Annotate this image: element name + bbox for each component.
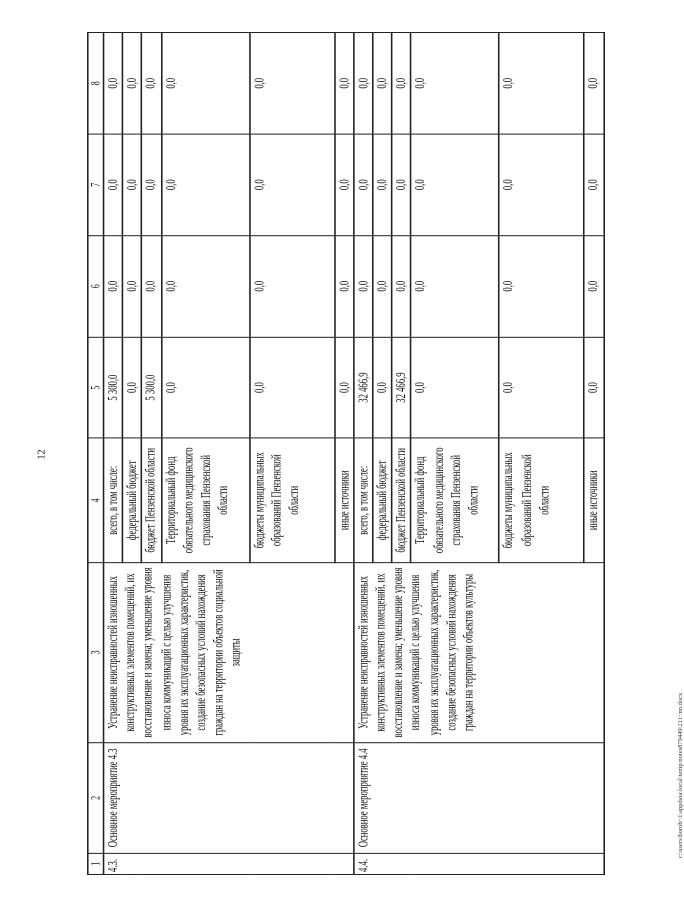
value-col6: 0,0 — [104, 235, 123, 336]
column-number: 1 — [88, 853, 104, 874]
table-row — [354, 33, 373, 875]
measure-number: 4.4. — [354, 853, 604, 874]
column-number: 3 — [88, 562, 104, 742]
value-col8: 0,0 — [354, 33, 373, 135]
value-col6: 0,0 — [161, 235, 249, 336]
column-number: 2 — [88, 743, 104, 853]
funding-source: федеральный бюджет — [123, 438, 142, 562]
funding-source: всего, в том числе: — [104, 438, 123, 562]
value-col5: 0,0 — [161, 337, 249, 438]
value-col8: 0,0 — [142, 33, 161, 135]
value-col6: 0,0 — [123, 235, 142, 336]
value-col8: 0,0 — [161, 33, 249, 135]
value-col8: 0,0 — [249, 33, 334, 135]
value-col7: 0,0 — [123, 134, 142, 235]
value-col7: 0,0 — [411, 134, 499, 235]
column-number: 4 — [88, 438, 104, 562]
page-number: 12 — [36, 449, 48, 460]
budget-table — [87, 32, 604, 875]
value-col7: 0,0 — [104, 134, 123, 235]
value-col7: 0,0 — [334, 134, 353, 235]
funding-source: бюджеты муниципальных образований Пензенской области — [499, 438, 584, 562]
measure-name: Основное мероприятие 4.4 — [354, 743, 604, 853]
column-number-row — [88, 33, 104, 875]
value-col5: 0,0 — [373, 337, 392, 438]
value-col7: 0,0 — [584, 134, 603, 235]
column-number: 8 — [88, 33, 104, 135]
value-col5: 0,0 — [334, 337, 353, 438]
funding-source: бюджет Пензенской области — [142, 438, 161, 562]
value-col5: 0,0 — [584, 337, 603, 438]
table-row — [104, 33, 123, 875]
value-col5: 5 300,0 — [104, 337, 123, 438]
measure-number: 4.3. — [104, 853, 354, 874]
column-number: 6 — [88, 235, 104, 336]
value-col7: 0,0 — [161, 134, 249, 235]
funding-source: иные источники — [334, 438, 353, 562]
funding-source: бюджеты муниципальных образований Пензенской области — [249, 438, 334, 562]
value-col7: 0,0 — [249, 134, 334, 235]
value-col6: 0,0 — [354, 235, 373, 336]
column-number: 5 — [88, 337, 104, 438]
value-col5: 0,0 — [499, 337, 584, 438]
value-col6: 0,0 — [411, 235, 499, 336]
value-col6: 0,0 — [499, 235, 584, 336]
value-col7: 0,0 — [354, 134, 373, 235]
value-col6: 0,0 — [249, 235, 334, 336]
value-col6: 0,0 — [334, 235, 353, 336]
value-col6: 0,0 — [392, 235, 411, 336]
value-col6: 0,0 — [584, 235, 603, 336]
column-number: 7 — [88, 134, 104, 235]
funding-source: бюджет Пензенской области — [392, 438, 411, 562]
value-col5: 0,0 — [249, 337, 334, 438]
value-col6: 0,0 — [373, 235, 392, 336]
value-col5: 0,0 — [411, 337, 499, 438]
value-col5: 32 466,9 — [392, 337, 411, 438]
value-col7: 0,0 — [373, 134, 392, 235]
value-col5: 0,0 — [123, 337, 142, 438]
value-col8: 0,0 — [123, 33, 142, 135]
value-col5: 5 300,0 — [142, 337, 161, 438]
funding-source: Территориальный фонд обязательного медицинского страхования Пензенской области — [411, 438, 499, 562]
value-col6: 0,0 — [142, 235, 161, 336]
funding-source: Территориальный фонд обязательного медицинского страхования Пензенской области — [161, 438, 249, 562]
measure-description: Устранение неисправностей изношенных конструктивных элементов помещений, их восстановление и замена; уменьшение уровня износа коммуникаций с целью улучшения уровня их эксплуатационных характеристик, создание безопасных условий нахождения граждан на территории объектов социальной защиты — [104, 562, 354, 742]
value-col8: 0,0 — [392, 33, 411, 135]
value-col8: 0,0 — [334, 33, 353, 135]
measure-name: Основное мероприятие 4.3 — [104, 743, 354, 853]
value-col7: 0,0 — [499, 134, 584, 235]
value-col8: 0,0 — [411, 33, 499, 135]
value-col7: 0,0 — [392, 134, 411, 235]
value-col8: 0,0 — [499, 33, 584, 135]
value-col7: 0,0 — [142, 134, 161, 235]
value-col8: 0,0 — [373, 33, 392, 135]
measure-description: Устранение неисправностей изношенных конструктивных элементов помещений, их восстановление и замена; уменьшение уровня износа коммуникаций с целью улучшения уровня их эксплуатационных характеристик, создание безопасных условий нахождения граждан на территории объектов культуры — [354, 562, 604, 742]
value-col8: 0,0 — [584, 33, 603, 135]
value-col5: 32 466,9 — [354, 337, 373, 438]
funding-source: иные источники — [584, 438, 603, 562]
funding-source: федеральный бюджет — [373, 438, 392, 562]
value-col8: 0,0 — [104, 33, 123, 135]
file-path-footer: c:\users\borob~1\appdata\local\temp\notes879449\211~nn.docx — [677, 692, 684, 859]
funding-source: всего, в том числе: — [354, 438, 373, 562]
rotated-table-wrapper — [87, 32, 605, 875]
